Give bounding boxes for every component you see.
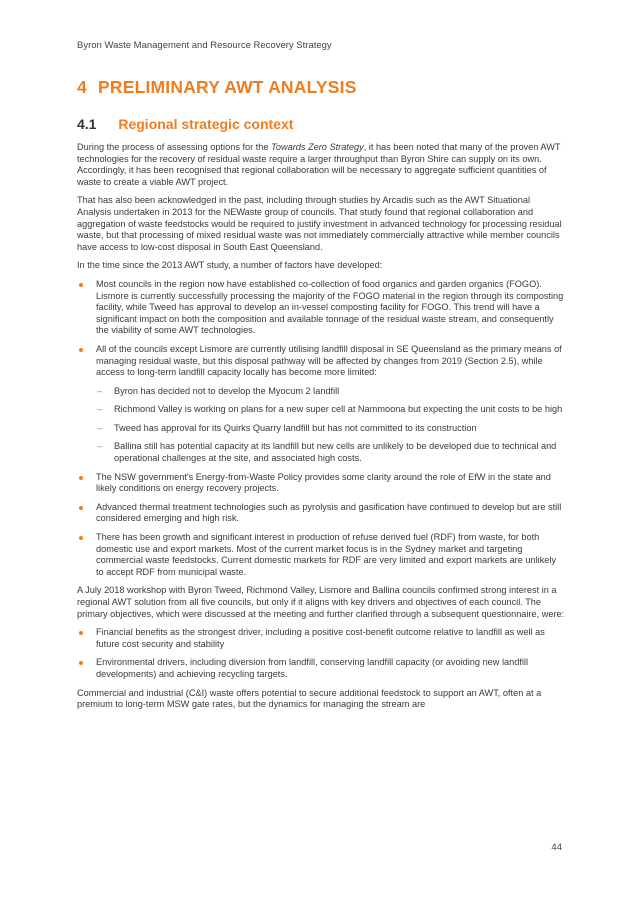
closing-paragraph: Commercial and industrial (C&I) waste offers potential to secure additional feedstock to support an AWT, often at a premium to long-term MSW gate rates, but the dynamics for managing the stream are [77, 687, 542, 710]
list-item [77, 472, 566, 495]
list-item-text: Financial benefits as the strongest driver, including a positive cost-benefit outcome relative to landfill as well as future cost security and stability [96, 627, 545, 649]
landfill-sublist [96, 386, 566, 465]
sub-list-item: – Tweed has approval for its Quirks Quarry landfill but has not committed to its construction [96, 423, 566, 435]
list-item [77, 344, 566, 465]
intro-paragraph-1 [77, 142, 566, 188]
intro-text: , it has been noted that many of the proven AWT technologies for the recovery of residual waste require a larger throughput than Byron Shire can supply on its own. Accordingly, it has been recognised that regional collaboration will be necessary to aggregate sufficient quantities of waste to create a viable AWT project. [77, 142, 561, 187]
workshop-paragraph: A July 2018 workshop with Byron Tweed, Richmond Valley, Lismore and Ballina councils confirmed strong interest in a regional AWT solution from all five councils, but only if it aligns with key drivers and objectives of each council. The primary objectives, which were discussed at the meeting and further clarified through a subsequent questionnaire, were: [77, 585, 565, 619]
sub-list-item: – Byron has decided not to develop the Myocum 2 landfill [96, 386, 566, 398]
section-number: 4.1 [77, 116, 97, 132]
section-heading [77, 116, 293, 132]
intro-paragraph-2: That has also been acknowledged in the past, including through studies by Arcadis such as the AWT Situational Analysis undertaken in 2013 for the NEWaste group of councils. That study found that regional collaboration and aggregation of waste feedstocks would be required to justify investment in advanced technology for processing residual waste, but that processing of mixed residual waste was not immediately commercially attractive while member councils have access to low-cost disposal in South East Queensland. [77, 195, 562, 252]
chapter-number: 4 [77, 77, 87, 97]
chapter-title: PRELIMINARY AWT ANALYSIS [98, 77, 357, 97]
list-item [77, 279, 566, 337]
intro-paragraph-3: In the time since the 2013 AWT study, a number of factors have developed: [77, 260, 383, 271]
list-item-text: There has been growth and significant interest in production of refuse derived fuel (RDF) from waste, for both domestic use and export markets. Most of the current market focus is in the Sydney market and targeting commercial waste feedstocks. Current domestic markets for RDF are very limited and export markets are unlikely to accept RDF from municipal waste. [96, 532, 557, 577]
list-item-text: Environmental drivers, including diversion from landfill, conserving landfill capacity (or avoiding new landfill developments) and achieving recycling targets. [96, 657, 529, 679]
intro-text: During the process of assessing options for the [77, 142, 272, 152]
body-text [77, 142, 566, 718]
list-item [77, 532, 566, 578]
sub-list-item: – Ballina still has potential capacity at its landfill but new cells are unlikely to be developed due to technical and operational challenges at the site, and associated high costs. [96, 441, 566, 464]
sub-list-item: – Richmond Valley is working on plans for a new super cell at Nammoona but expecting the unit costs to be high [96, 404, 566, 416]
list-item [77, 502, 566, 525]
list-item-text: Most councils in the region now have established co-collection of food organics and garden organics (FOGO). Lismore is currently successfully processing the majority of the FOGO material in the region through its composting facility, while Tweed has approval to develop an in-vessel composting facility for FOGO. This trend will have a significant impact on both the composition and available tonnage of the residual waste stream, and consequently the viability of some AWT technologies. [96, 278, 564, 336]
section-title: Regional strategic context [118, 116, 294, 132]
strategy-name: Towards Zero Strategy [271, 142, 364, 152]
running-header: Byron Waste Management and Resource Recovery Strategy [77, 40, 332, 51]
list-item-text: All of the councils except Lismore are currently utilising landfill disposal in SE Queensland as the primary means of managing residual waste, but this disposal pathway will be affected by changes from 2019 (Section 2.5), while access to long-term landfill capacity locally has become more limited: [96, 343, 562, 378]
chapter-heading [77, 77, 357, 98]
page-number: 44 [551, 842, 562, 853]
list-item [77, 627, 566, 650]
list-item [77, 657, 566, 680]
objectives-list [77, 627, 566, 680]
list-item-text: The NSW government's Energy-from-Waste Policy provides some clarity around the role of EfW in the state and likely conditions on energy recovery projects. [96, 471, 551, 494]
list-item-text: Advanced thermal treatment technologies such as pyrolysis and gasification have continued to develop but are still considered emerging and high risk. [96, 501, 562, 524]
factors-list [77, 279, 566, 578]
